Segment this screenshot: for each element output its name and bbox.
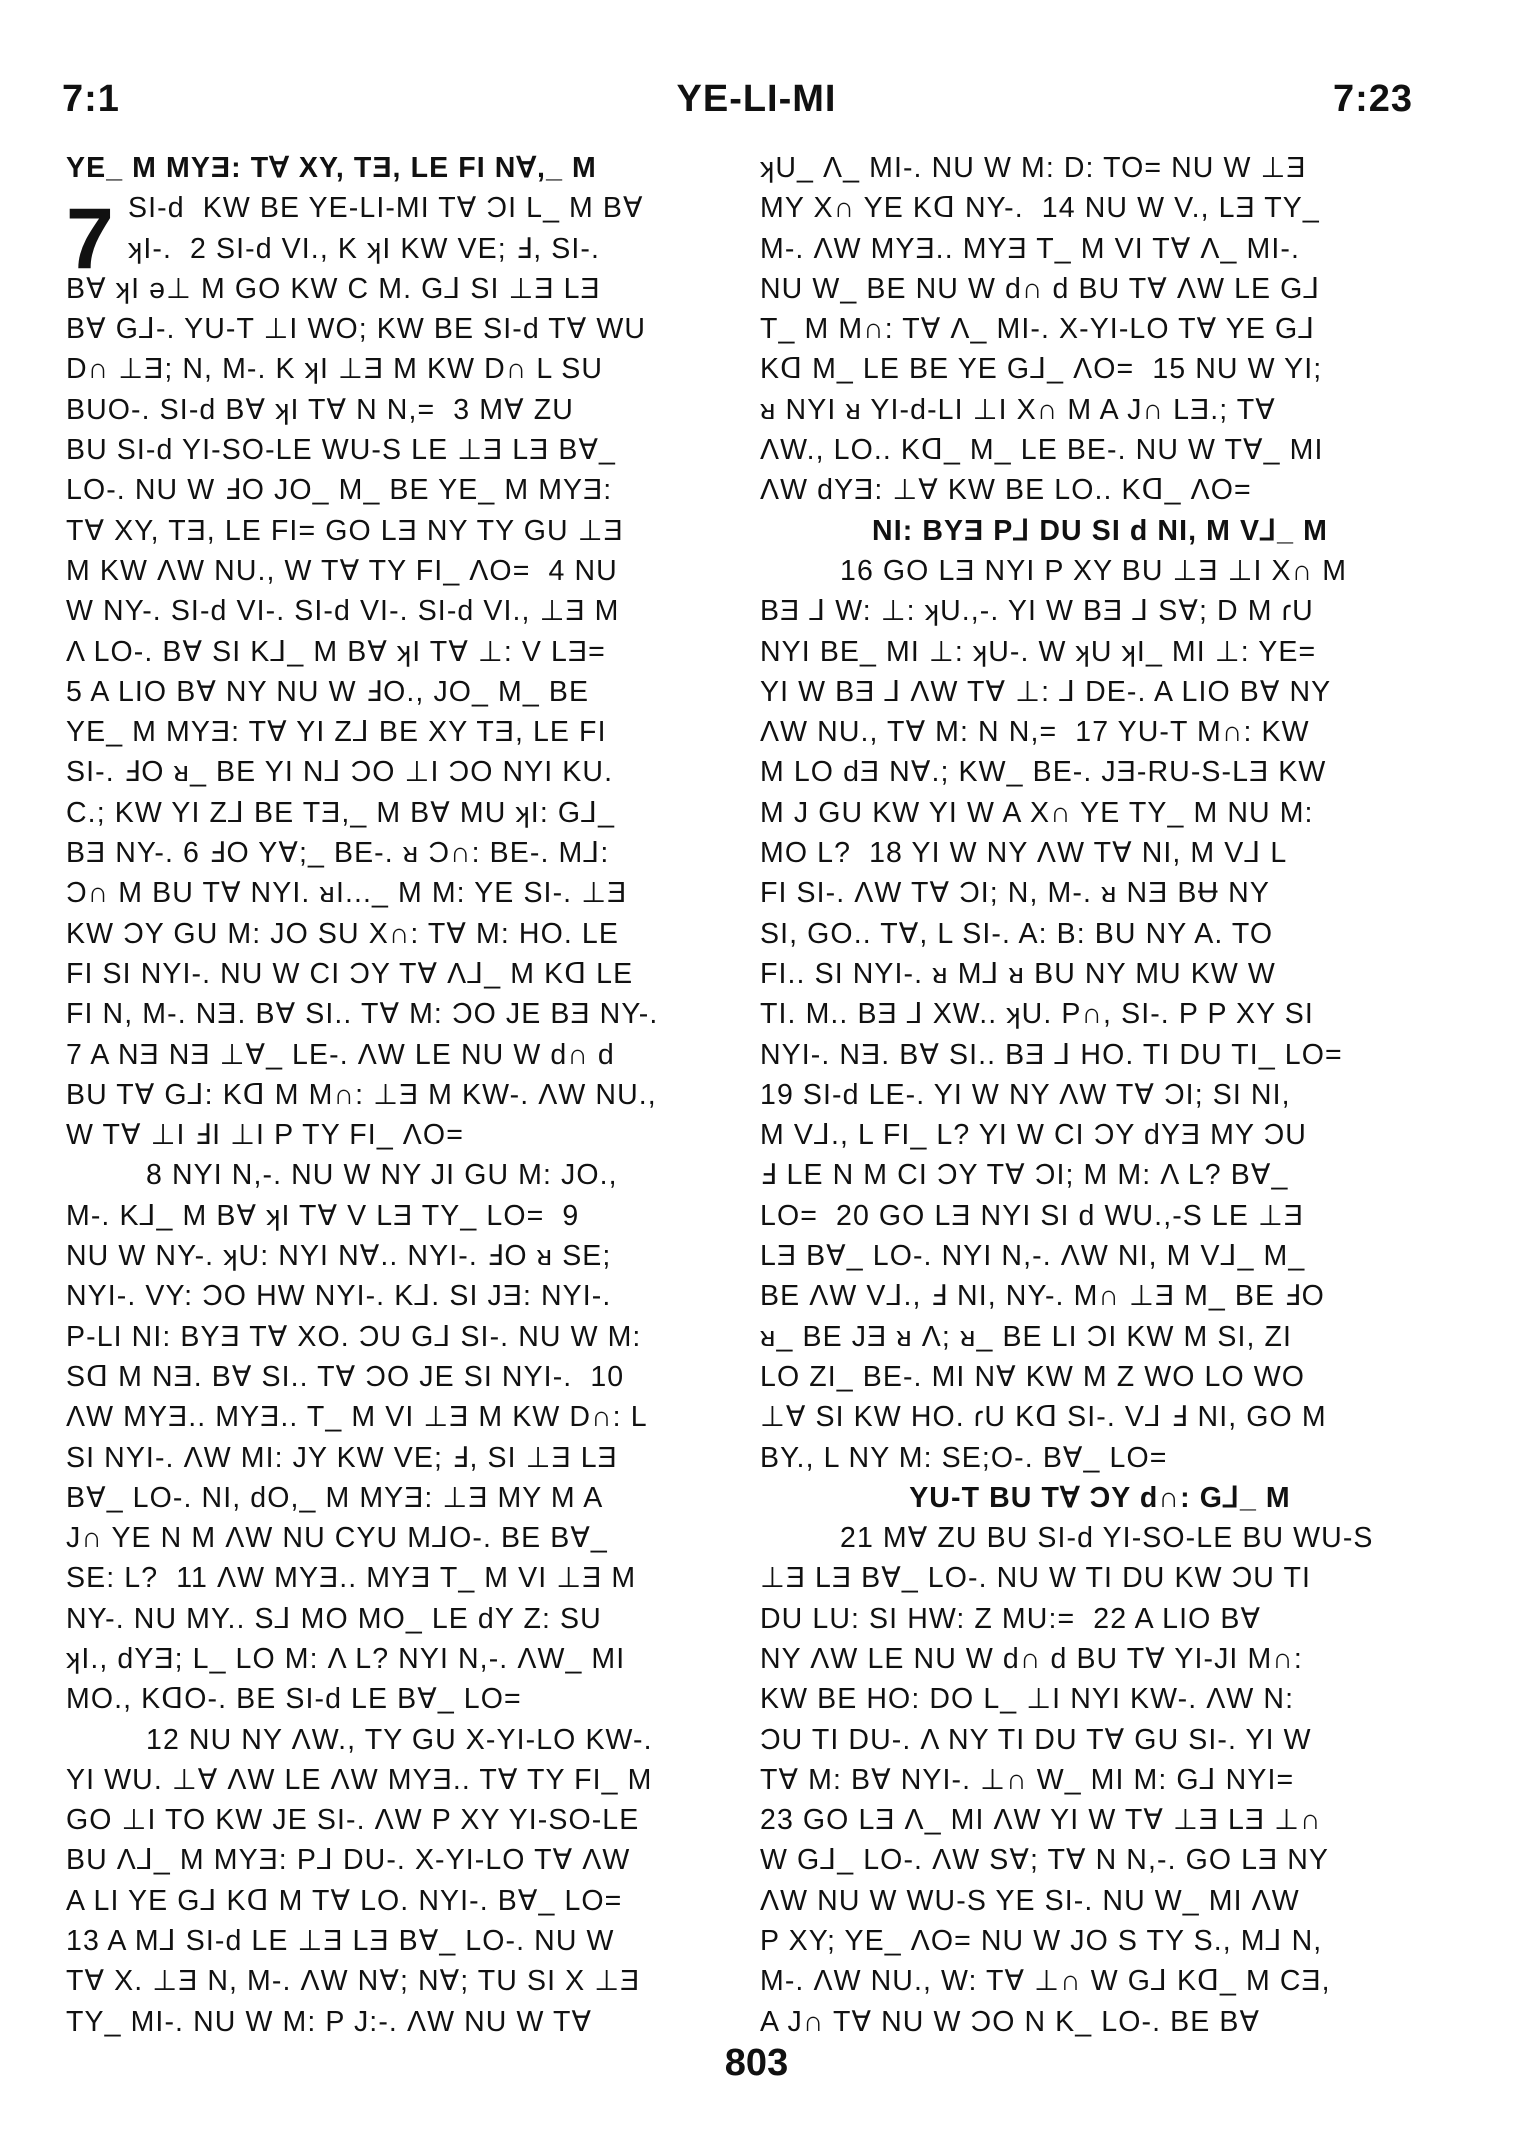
text-line: 12 NU NY ΛW., TY GU X-YI-LO KW-. (146, 1723, 653, 1756)
text-line: FI SI NYI-. NU W CI ƆY T∀ Λ⅃_ M Kᗡ LE (66, 957, 634, 990)
text-line: GO ⊥I TO KW JE SI-. ΛW P XY YI-SO-LE (66, 1804, 640, 1837)
text-line: ʞI-. 2 SI-d VI., K ʞI KW VE; Ⅎ, SI-. (128, 232, 601, 265)
text-line: DU LU: SI HW: Z MU:= 22 A LIO B∀ (760, 1602, 1262, 1635)
text-line: M KW ΛW NU., W T∀ TY FI_ ΛO= 4 NU (66, 554, 618, 587)
text-line: MO L? 18 YI W NY ΛW T∀ NI, M V⅃ L (760, 837, 1288, 870)
text-line: BU T∀ G⅃: Kᗡ M M∩: ⊥Ǝ M KW-. ΛW NU., (66, 1078, 657, 1111)
text-line: MO., KᗡO-. BE SI-d LE B∀_ LO= (66, 1683, 522, 1716)
text-line: W T∀ ⊥I ℲI ⊥I P TY FI_ ΛO= (66, 1119, 464, 1152)
text-line: BƎ NY-. 6 ℲO Y∀;_ BE-. ᴚ Ɔ∩: BE-. M⅃: (66, 837, 610, 870)
text-line: ƆU TI DU-. Λ NY TI DU T∀ GU SI-. YI W (760, 1723, 1312, 1756)
text-line: M LO dƎ N∀.; KW_ BE-. JƎ-RU-S-LƎ KW (760, 756, 1327, 789)
text-line: M J GU KW YI W A X∩ YE TY_ M NU M: (760, 796, 1314, 829)
text-line: YE_ M MYƎ: T∀ YI Z⅃ BE XY TƎ, LE FI (66, 716, 607, 749)
text-line: TI. M.. BƎ ⅃ XW.. ʞU. P∩, SI-. P P XY SI (760, 998, 1314, 1031)
text-line: YI W BƎ ⅃ ΛW T∀ ⊥: ⅃ DE-. A LIO B∀ NY (760, 675, 1332, 708)
text-line: MY X∩ YE Kᗡ NY-. 14 NU W V., LƎ TY_ (760, 192, 1320, 225)
text-line: M V⅃., L FI_ L? YI W CI ƆY dYƎ MY ƆU (760, 1119, 1307, 1152)
text-line: ΛW MYƎ.. MYƎ.. T_ M VI ⊥Ǝ M KW D∩: L (66, 1401, 648, 1434)
text-line: NYI-. NƎ. B∀ SI.. BƎ ⅃ HO. TI DU TI_ LO= (760, 1038, 1343, 1071)
text-line: ʞI., dYƎ; L_ LO M: Λ L? NYI N,-. ΛW_ MI (66, 1642, 626, 1675)
header-book-title: YE-LI-MI (676, 78, 837, 120)
text-line: B∀ G⅃-. YU-T ⊥I WO; KW BE SI-d T∀ WU (66, 313, 647, 346)
text-line: ΛW NU., T∀ M: N N,= 17 YU-T M∩: KW (760, 716, 1310, 749)
text-line: SI, GO.. T∀, L SI-. A: B: BU NY A. TO (760, 917, 1274, 950)
text-line: W G⅃_ LO-. ΛW S∀; T∀ N N,-. GO LƎ NY (760, 1844, 1330, 1877)
text-line: ᴚ NYI ᴚ YI-d-LI ⊥I X∩ M A J∩ LƎ.; T∀ (760, 393, 1276, 426)
text-line: BƎ ⅃ W: ⊥: ʞU.,-. YI W BƎ ⅃ S∀; D M ɾU (760, 595, 1314, 628)
text-line: ΛW NU W WU-S YE SI-. NU W_ MI ΛW (760, 1884, 1300, 1917)
text-line: LƎ B∀_ LO-. NYI N,-. ΛW NI, M V⅃_ M_ (760, 1240, 1306, 1273)
text-line: YU-T BU T∀ ƆY d∩: G⅃_ M (909, 1481, 1291, 1514)
text-line: Ɔ∩ M BU T∀ NYI. ᴚI..._ M M: YE SI-. ⊥Ǝ (66, 877, 628, 910)
text-line: 8 NYI N,-. NU W NY JI GU M: JO., (146, 1159, 618, 1192)
text-line: NY-. NU MY.. S⅃ MO MO_ LE dY Z: SU (66, 1602, 602, 1635)
text-line: NYI BE_ MI ⊥: ʞU-. W ʞU ʞI_ MI ⊥: YE= (760, 635, 1317, 668)
text-line: SE: L? 11 ΛW MYƎ.. MYƎ T_ M VI ⊥Ǝ M (66, 1562, 637, 1595)
text-line: 16 GO LƎ NYI P XY BU ⊥Ǝ ⊥I X∩ M (840, 554, 1348, 587)
text-line: SI-d KW BE YE-LI-MI T∀ ƆI L_ M B∀ (128, 192, 644, 225)
text-line: ᴚ_ BE JƎ ᴚ Λ; ᴚ_ BE LI ƆI KW M SI, ZI (760, 1320, 1293, 1353)
text-line: J∩ YE N M ΛW NU CYU M⅃O-. BE B∀_ (66, 1522, 608, 1555)
text-line: NYI-. VY: ƆO HW NYI-. K⅃. SI JƎ: NYI-. (66, 1280, 612, 1313)
text-line: M-. K⅃_ M B∀ ʞI T∀ V LƎ TY_ LO= 9 (66, 1199, 580, 1232)
text-line: BUO-. SI-d B∀ ʞI T∀ N N,= 3 M∀ ZU (66, 393, 574, 426)
text-line: BU SI-d YI-SO-LE WU-S LE ⊥Ǝ LƎ B∀_ (66, 434, 617, 467)
text-line: TY_ MI-. NU W M: P J:-. ΛW NU W T∀ (66, 2005, 593, 2038)
text-line: ΛW., LO.. Kᗡ_ M_ LE BE-. NU W T∀_ MI (760, 434, 1324, 467)
text-line: A J∩ T∀ NU W ƆO N K_ LO-. BE B∀ (760, 2005, 1261, 2038)
text-line: 5 A LIO B∀ NY NU W ℲO., JO_ M_ BE (66, 675, 590, 708)
text-line: 23 GO LƎ Λ_ MI ΛW YI W T∀ ⊥Ǝ LƎ ⊥∩ (760, 1804, 1322, 1837)
text-line: 7 A NƎ NƎ ⊥∀_ LE-. ΛW LE NU W d∩ d (66, 1038, 615, 1071)
text-line: SI-. ℲO ᴚ_ BE YI N⅃ ƆO ⊥I ƆO NYI KU. (66, 756, 614, 789)
text-line: T∀ XY, TƎ, LE FI= GO LƎ NY TY GU ⊥Ǝ (66, 514, 624, 547)
header-right-reference: 7:23 (1332, 78, 1413, 120)
text-line: LO ZI_ BE-. MI N∀ KW M Z WO LO WO (760, 1360, 1306, 1393)
text-line: ʞU_ Λ_ MI-. NU W M: D: TO= NU W ⊥Ǝ (760, 152, 1307, 184)
text-line: W NY-. SI-d VI-. SI-d VI-. SI-d VI., ⊥Ǝ M (66, 595, 620, 628)
text-line: SI NYI-. ΛW MI: JY KW VE; Ⅎ, SI ⊥Ǝ LƎ (66, 1441, 618, 1474)
text-line: FI SI-. ΛW T∀ ƆI; N, M-. ᴚ NƎ BɄ NY (760, 877, 1270, 910)
text-line: BU Λ⅃_ M MYƎ: P⅃ DU-. X-YI-LO T∀ ΛW (66, 1844, 631, 1877)
text-line: YE_ M MYƎ: T∀ XY, TƎ, LE FI N∀,_ M (66, 152, 597, 184)
text-line: KW ƆY GU M: JO SU X∩: T∀ M: HO. LE (66, 917, 619, 950)
page-number: 803 (724, 2042, 789, 2084)
text-line: D∩ ⊥Ǝ; N, M-. K ʞI ⊥Ǝ M KW D∩ L SU (66, 353, 604, 386)
text-line: C.; KW YI Z⅃ BE TƎ,_ M B∀ MU ʞI: G⅃_ (66, 796, 616, 829)
text-line: M-. ΛW NU., W: T∀ ⊥∩ W G⅃ Kᗡ_ M CƎ, (760, 1965, 1331, 1998)
text-line: ΛW dYƎ: ⊥∀ KW BE LO.. Kᗡ_ ΛO= (760, 474, 1252, 507)
chapter-number: 7 (66, 191, 114, 287)
text-line: B∀ ʞI ǝ⊥ M GO KW C M. G⅃ SI ⊥Ǝ LƎ (66, 272, 601, 305)
text-line: 21 M∀ ZU BU SI-d YI-SO-LE BU WU-S (840, 1522, 1374, 1555)
text-line: KW BE HO: DO L_ ⊥I NYI KW-. ΛW N: (760, 1683, 1295, 1716)
text-line: NU W NY-. ʞU: NYI N∀.. NYI-. ℲO ᴚ SE; (66, 1240, 612, 1273)
text-line: FI.. SI NYI-. ᴚ M⅃ ᴚ BU NY MU KW W (760, 957, 1276, 990)
text-line: Sᗡ M NƎ. B∀ SI.. T∀ ƆO JE SI NYI-. 10 (66, 1360, 625, 1393)
text-line: LO-. NU W ℲO JO_ M_ BE YE_ M MYƎ: (66, 474, 613, 507)
header-left-reference: 7:1 (62, 78, 120, 120)
text-line: BE ΛW V⅃., Ⅎ NI, NY-. M∩ ⊥Ǝ M_ BE ℲO (760, 1280, 1325, 1313)
text-line: Λ LO-. B∀ SI K⅃_ M B∀ ʞI T∀ ⊥: V LƎ= (66, 635, 606, 668)
text-line: 13 A M⅃ SI-d LE ⊥Ǝ LƎ B∀_ LO-. NU W (66, 1925, 615, 1958)
text-line: T_ M M∩: T∀ Λ_ MI-. X-YI-LO T∀ YE G⅃ (760, 313, 1316, 346)
text-line: NU W_ BE NU W d∩ d BU T∀ ΛW LE G⅃ (760, 272, 1321, 305)
left-text-column (66, 148, 736, 2042)
text-line: ⊥∀ SI KW HO. ɾU Kᗡ SI-. V⅃ Ⅎ NI, GO M (760, 1401, 1327, 1434)
text-line: 19 SI-d LE-. YI W NY ΛW T∀ ƆI; SI NI, (760, 1078, 1291, 1111)
text-line: ⊥Ǝ LƎ B∀_ LO-. NU W TI DU KW ƆU TI (760, 1562, 1311, 1595)
text-line: A LI YE G⅃ Kᗡ M T∀ LO. NYI-. B∀_ LO= (66, 1884, 623, 1917)
text-line: P-LI NI: BYƎ T∀ XO. ƆU G⅃ SI-. NU W M: (66, 1320, 642, 1353)
text-line: NI: BYƎ P⅃ DU SI d NI, M V⅃_ M (872, 514, 1328, 547)
text-line: M-. ΛW MYƎ.. MYƎ T_ M VI T∀ Λ_ MI-. (760, 232, 1300, 265)
text-line: P XY; YE_ ΛO= NU W JO S TY S., M⅃ N, (760, 1925, 1323, 1958)
text-line: FI N, M-. NƎ. B∀ SI.. T∀ M: ƆO JE BƎ NY-. (66, 998, 659, 1031)
text-line: LO= 20 GO LƎ NYI SI d WU.,-S LE ⊥Ǝ (760, 1199, 1305, 1232)
right-text-column (760, 148, 1440, 2042)
text-line: YI WU. ⊥∀ ΛW LE ΛW MYƎ.. T∀ TY FI_ M (66, 1763, 653, 1796)
text-line: NY ΛW LE NU W d∩ d BU T∀ YI-JI M∩: (760, 1642, 1303, 1675)
text-line: B∀_ LO-. NI, dO,_ M MYƎ: ⊥Ǝ MY M A (66, 1481, 604, 1514)
text-line: BY., L NY M: SE;O-. B∀_ LO= (760, 1441, 1168, 1474)
text-line: Ⅎ LE N M CI ƆY T∀ ƆI; M M: Λ L? B∀_ (760, 1159, 1289, 1192)
text-line: Kᗡ M_ LE BE YE G⅃_ ΛO= 15 NU W YI; (760, 353, 1323, 386)
text-line: T∀ M: B∀ NYI-. ⊥∩ W_ MI M: G⅃ NYI= (760, 1763, 1295, 1796)
text-line: T∀ X. ⊥Ǝ N, M-. ΛW N∀; N∀; TU SI X ⊥Ǝ (66, 1965, 641, 1998)
